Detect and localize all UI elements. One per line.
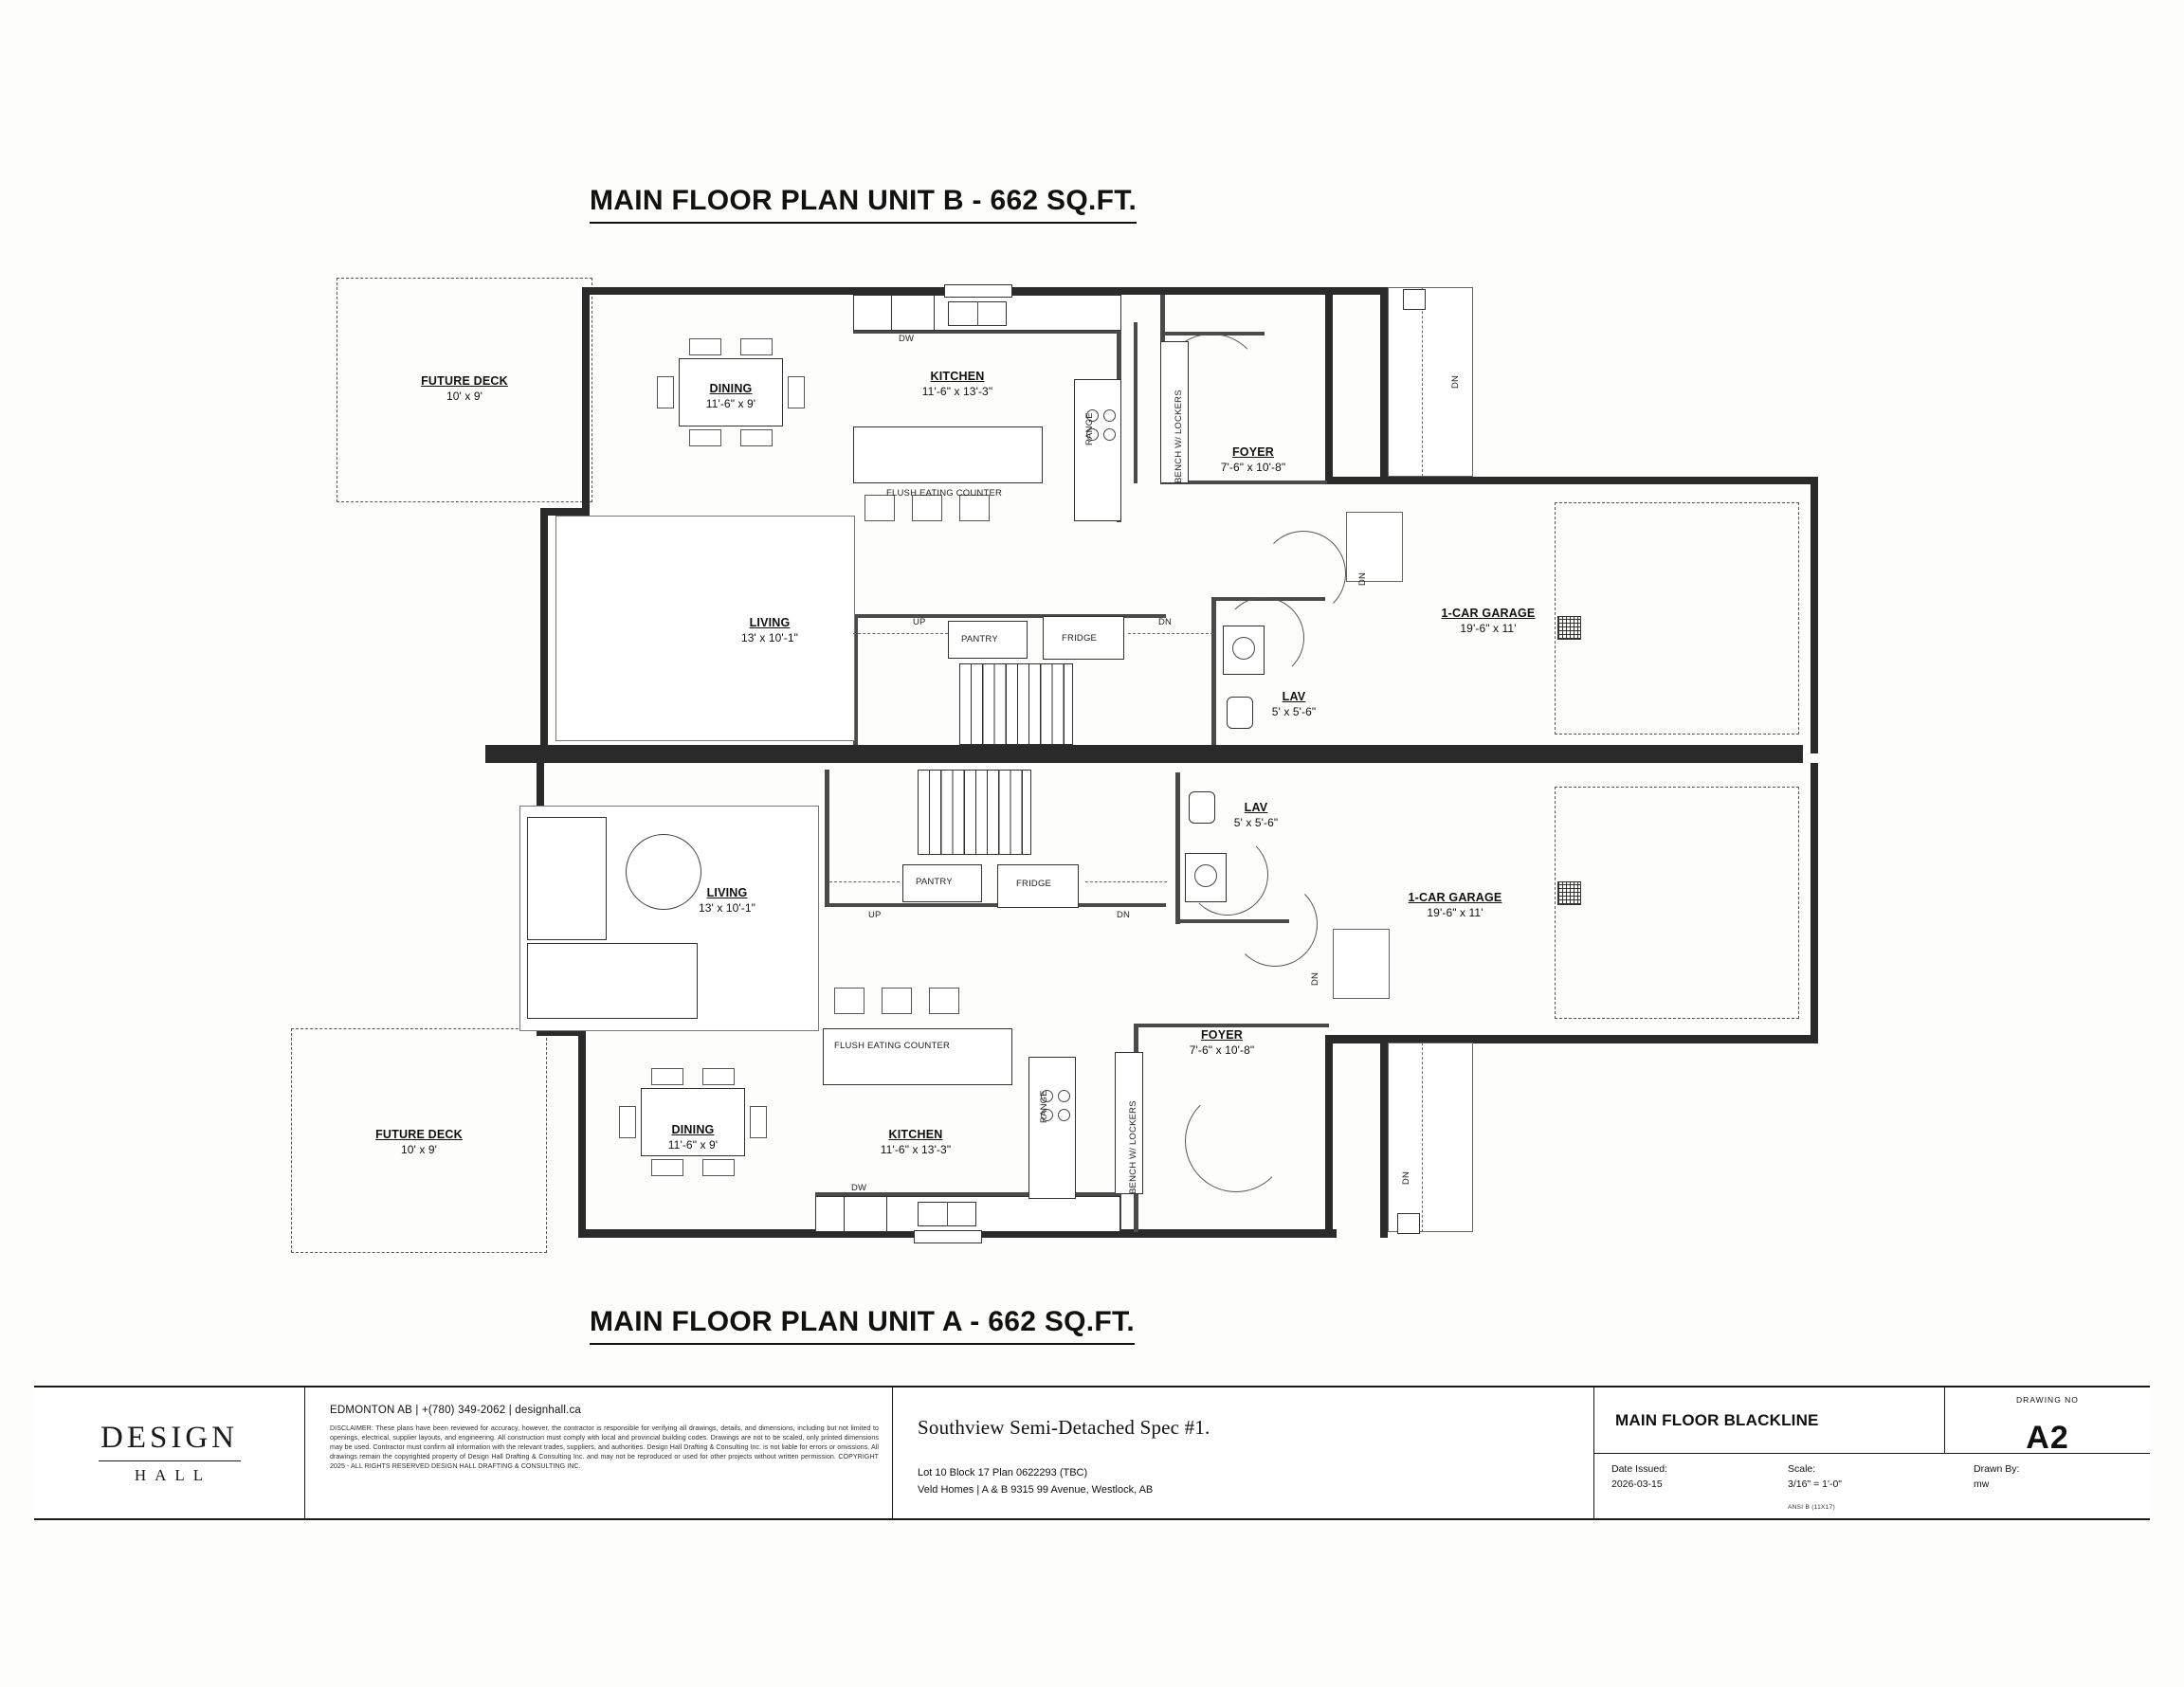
drawing-number-label: DRAWING NO [2016, 1395, 2079, 1405]
sectional-sofa-a [527, 817, 607, 940]
vanity-sink-a [1194, 864, 1217, 887]
project-info-block [893, 1388, 1594, 1518]
plan-title-unit-b: MAIN FLOOR PLAN UNIT B - 662 SQ.FT. [590, 185, 1137, 224]
stair-run-b [959, 663, 1073, 745]
wall-a-lav-left [1175, 772, 1180, 924]
room-name: KITCHEN [930, 370, 985, 383]
scale-value: 3/16" = 1'-0" [1788, 1478, 1843, 1490]
room-dim: 13' x 10'-1" [698, 900, 756, 915]
fridge-label-b: FRIDGE [1062, 633, 1098, 644]
room-label-future-deck-a [334, 1128, 504, 1157]
date-issued-value: 2026-03-15 [1611, 1478, 1663, 1490]
date-issued-field [1594, 1454, 1771, 1518]
dn-label-garage-a: DN [1310, 971, 1320, 986]
room-label-living-a [646, 886, 808, 916]
company-logo [34, 1388, 305, 1518]
room-label-lav-b [1232, 690, 1356, 719]
room-name: DINING [709, 382, 753, 395]
stair-guide-b-2 [1128, 633, 1213, 634]
dishwasher-b [891, 295, 935, 331]
drawn-by-label: Drawn By: [1974, 1463, 2020, 1475]
wall-a-left-lower [578, 1028, 586, 1237]
room-dim: 10' x 9' [400, 1142, 438, 1156]
disclaimer-text: DISCLAIMER: These plans have been reviewed for accuracy, however, the contractor is responsible for verifying all drawings, details, and dimensions, including but not limited to openings, electrical, supplier layouts, and engineering. All construction must comply with local and provincial building codes. Drawings are not to be scaled, only printed dimensions may be used. Contractor must confirm all information with the relevant trades, suppliers, and authorities. Design Hall Drafting & Consulting Inc. is not liable for errors or omissions. All drawings remain the copyrighted property of Design Hall Drafting & Consulting Inc. and may not be reproduced or used for other projects without written permission. COPYRIGHT 2025 - ALL RIGHTS RESERVED DESIGN HALL DRAFTING & CONSULTING INC. [330, 1424, 879, 1471]
dining-chair-b-3 [689, 429, 721, 446]
room-dim: 11'-6" x 13'-3" [880, 1142, 952, 1156]
room-dim: 5' x 5'-6" [1233, 815, 1279, 829]
kitchen-sink-divider-a [947, 1202, 948, 1226]
island-stool-a-3 [929, 988, 959, 1014]
range-burner-a-2 [1058, 1090, 1070, 1102]
dw-label-b: DW [899, 334, 915, 344]
room-name: LAV [1282, 690, 1306, 703]
range-label-a: RANGE [1039, 1090, 1049, 1123]
garage-entry-landing-a [1333, 929, 1390, 999]
dn-label-garage-b: DN [1357, 571, 1368, 586]
garage-slab-a [1555, 787, 1799, 1019]
island-stool-a-2 [882, 988, 912, 1014]
wall-b-left-lower [540, 508, 548, 745]
dining-chair-a-4 [702, 1159, 735, 1176]
stair-dn-label-a: DN [1117, 910, 1131, 920]
island-b [853, 426, 1043, 483]
date-issued-label: Date Issued: [1611, 1463, 1667, 1475]
stair-up-label-a: UP [868, 910, 882, 920]
plan-title-unit-a: MAIN FLOOR PLAN UNIT A - 662 SQ.FT. [590, 1306, 1135, 1345]
room-dim: 13' x 10'-1" [740, 630, 799, 644]
logo-text-hall: HALL [134, 1466, 212, 1485]
wall-a-foyer-top [1134, 1024, 1329, 1027]
company-contact: EDMONTON AB | +(780) 349-2062 | designhall.ca [330, 1405, 582, 1416]
window-over-sink-b [944, 284, 1012, 298]
range-burner-a-4 [1058, 1109, 1070, 1121]
room-label-living-b [689, 616, 850, 645]
stair-dn-label-b: DN [1158, 617, 1173, 627]
drawn-by-field [1956, 1454, 2146, 1518]
room-name: LIVING [706, 886, 748, 899]
title-block [34, 1386, 2150, 1520]
room-dim: 5' x 5'-6" [1271, 704, 1317, 718]
dining-chair-b-2 [740, 338, 773, 355]
project-title: Southview Semi-Detached Spec #1. [918, 1416, 1210, 1439]
dn-label-foyer-a: DN [1401, 1170, 1411, 1185]
window-mark-a [1397, 1213, 1420, 1234]
island-stool-b-1 [864, 495, 895, 521]
room-dim: 11'-6" x 9' [705, 396, 756, 410]
fridge-label-a: FRIDGE [1016, 879, 1052, 889]
drawing-number-value: A2 [2026, 1420, 2069, 1456]
room-name: LAV [1244, 801, 1268, 814]
wall-b-bottom [485, 745, 1803, 753]
wall-a-right-top [1380, 1043, 1388, 1238]
room-name: FUTURE DECK [421, 374, 508, 388]
wall-b-left-tail [485, 745, 548, 753]
drawing-number-block [1945, 1388, 2150, 1456]
flush-counter-label-a: FLUSH EATING COUNTER [834, 1041, 951, 1051]
room-label-dining-a [608, 1123, 778, 1152]
island-a [823, 1028, 1012, 1085]
dining-chair-a-2 [702, 1068, 735, 1085]
range-burner-b-2 [1103, 409, 1116, 422]
stoop-guide-b [1422, 287, 1423, 477]
island-stool-a-1 [834, 988, 864, 1014]
room-name: 1-CAR GARAGE [1408, 891, 1502, 904]
wall-a-garage-right [1811, 763, 1818, 1040]
project-client-line: Veld Homes | A & B 9315 99 Avenue, Westlock, AB [918, 1484, 1154, 1497]
dining-chair-a-3 [651, 1159, 683, 1176]
room-label-kitchen-b [863, 370, 1052, 399]
bench-lockers-label-b: BENCH W/ LOCKERS [1174, 390, 1184, 483]
vanity-sink-b [1232, 637, 1255, 660]
room-label-lav-a [1194, 801, 1318, 830]
room-label-dining-b [646, 382, 816, 411]
logo-text-design: DESIGN [100, 1420, 238, 1455]
stoop-guide-a [1422, 1043, 1423, 1232]
room-dim: 7'-6" x 10'-8" [1189, 1043, 1255, 1057]
room-label-foyer-b [1173, 445, 1334, 475]
room-name: LIVING [749, 616, 791, 629]
wall-b-right-top [1380, 287, 1388, 477]
window-mark-b [1403, 289, 1426, 310]
pantry-label-b: PANTRY [961, 634, 998, 644]
room-label-kitchen-a [821, 1128, 1010, 1157]
party-wall [485, 753, 1803, 763]
dining-chair-b-1 [689, 338, 721, 355]
paper-size-note: ANSI B (11X17) [1788, 1504, 1835, 1511]
room-dim: 10' x 9' [446, 389, 483, 403]
dw-label-a: DW [851, 1183, 867, 1193]
wall-b-garage-top [1325, 477, 1818, 484]
kitchen-sink-divider-b [977, 301, 978, 326]
room-label-future-deck-b [379, 374, 550, 404]
range-burner-b-4 [1103, 428, 1116, 441]
stair-guide-a-2 [1085, 881, 1167, 882]
wall-a-stair-left [825, 770, 829, 905]
flush-counter-label-b: FLUSH EATING COUNTER [886, 488, 1003, 499]
sheet-info-block [1594, 1388, 2150, 1518]
window-over-sink-a [914, 1230, 982, 1243]
dishwasher-a [844, 1196, 887, 1232]
room-dim: 11'-6" x 13'-3" [921, 384, 993, 398]
wall-b-lav-left [1211, 597, 1216, 745]
stair-guide-b-1 [853, 633, 948, 634]
legal-disclaimer-block [305, 1388, 893, 1518]
mudroom-wall-b [1134, 322, 1138, 483]
range-label-b: RANGE [1084, 412, 1095, 445]
room-name: FOYER [1200, 1028, 1244, 1042]
island-stool-b-2 [912, 495, 942, 521]
dining-chair-a-1 [651, 1068, 683, 1085]
bench-lockers-label-a: BENCH W/ LOCKERS [1128, 1100, 1138, 1194]
room-label-foyer-a [1141, 1028, 1302, 1058]
wall-b-garage-right [1811, 477, 1818, 753]
wall-b-left-upper [582, 287, 590, 515]
room-label-garage-b [1384, 607, 1592, 636]
sectional-sofa-a-2 [527, 943, 698, 1019]
room-name: FUTURE DECK [375, 1128, 463, 1141]
room-dim: 19'-6" x 11' [1427, 905, 1483, 919]
room-label-garage-a [1351, 891, 1559, 920]
room-dim: 11'-6" x 9' [667, 1137, 719, 1152]
garage-entry-landing-b [1346, 512, 1403, 582]
room-name: DINING [671, 1123, 715, 1136]
dining-chair-b-4 [740, 429, 773, 446]
drawn-by-value: mw [1974, 1478, 1990, 1490]
stair-run-a [918, 770, 1031, 855]
dn-label-foyer-b: DN [1450, 374, 1461, 389]
range-counter-a [1028, 1057, 1076, 1199]
island-stool-b-3 [959, 495, 990, 521]
range-counter-b [1074, 379, 1121, 521]
pantry-label-a: PANTRY [916, 877, 953, 887]
wall-a-stair-bottom [825, 903, 1166, 907]
scale-field [1771, 1454, 1956, 1518]
scale-label: Scale: [1788, 1463, 1816, 1475]
wall-a-right-bottom [1325, 1043, 1333, 1238]
stair-up-label-b: UP [913, 617, 926, 627]
room-name: 1-CAR GARAGE [1441, 607, 1536, 620]
door-swing-foyer-a [1185, 1090, 1287, 1192]
room-dim: 7'-6" x 10'-8" [1220, 460, 1286, 474]
front-stoop-a [1388, 1043, 1473, 1232]
logo-divider [99, 1460, 241, 1461]
garage-post-a [1557, 881, 1581, 905]
room-name: FOYER [1231, 445, 1275, 459]
room-name: KITCHEN [888, 1128, 943, 1141]
room-dim: 19'-6" x 11' [1460, 621, 1517, 635]
project-legal-line: Lot 10 Block 17 Plan 0622293 (TBC) [918, 1467, 1088, 1478]
stair-guide-a-1 [829, 881, 900, 882]
sheet-name: MAIN FLOOR BLACKLINE [1594, 1388, 1945, 1453]
